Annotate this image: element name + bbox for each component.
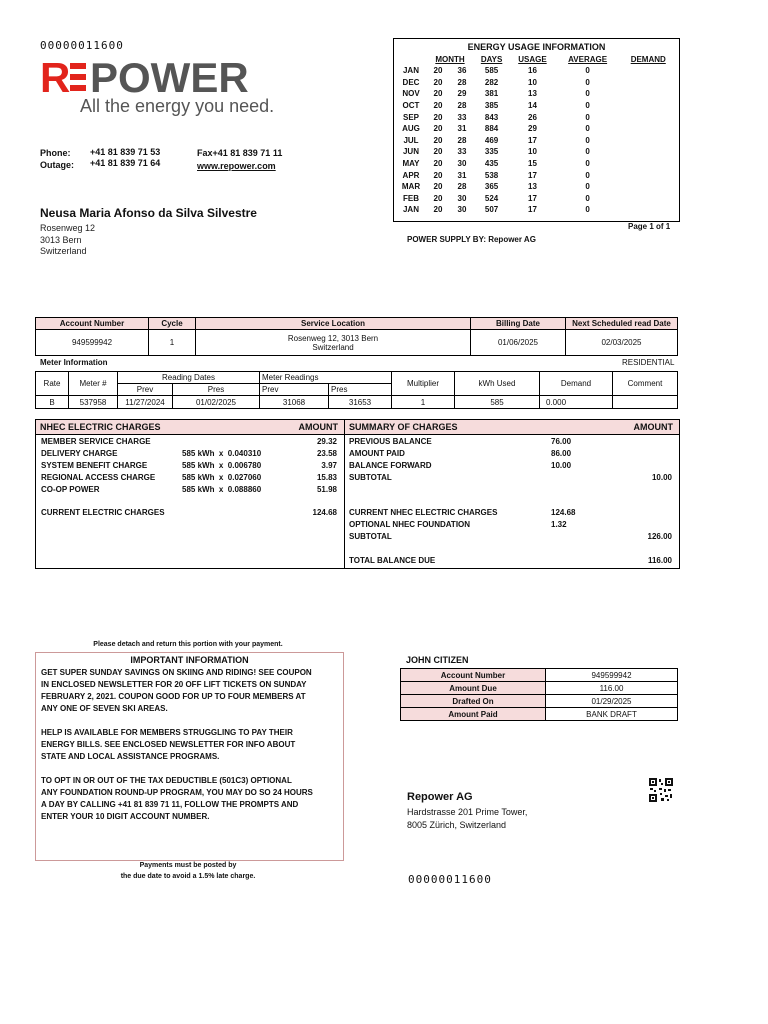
important-line: ANY ONE OF SEVEN SKI AREAS. (41, 704, 168, 713)
charge-label: SYSTEM BENEFIT CHARGE (41, 461, 148, 470)
usage-month: OCT (402, 101, 420, 111)
company-name: Repower AG (407, 791, 473, 803)
location-line-2: Switzerland (312, 342, 354, 352)
svg-text:R: R (40, 58, 71, 96)
phone-label: Phone: (40, 148, 71, 158)
usage-days: 36 (457, 66, 467, 76)
usage-days: 31 (457, 170, 467, 180)
usage-month: JUL (403, 135, 419, 145)
charge-label: MEMBER SERVICE CHARGE (41, 437, 151, 446)
service-location-value (196, 330, 471, 356)
usage-kwh: 335 (484, 147, 499, 157)
usage-year: 20 (433, 193, 443, 203)
usage-days: 30 (457, 193, 467, 203)
usage-average: 13 (528, 182, 537, 192)
usage-average: 17 (528, 135, 537, 145)
usage-year: 20 (433, 77, 443, 87)
usage-average: 17 (528, 205, 537, 215)
account-code-top: 00000011600 (40, 39, 124, 52)
outage-number: +41 81 839 71 64 (90, 158, 161, 168)
usage-month: FEB (403, 193, 419, 203)
electric-amount-label: AMOUNT (298, 422, 338, 432)
summary-title: SUMMARY OF CHARGES (349, 422, 458, 432)
company-city: 8005 Zürich, Switzerland (407, 820, 507, 830)
usage-month: JAN (402, 205, 419, 215)
multiplier-header: Multiplier (392, 372, 455, 396)
usage-row (396, 169, 677, 181)
usage-average: 13 (528, 89, 537, 99)
col-month: MONTH (435, 55, 465, 64)
usage-row (396, 77, 677, 89)
stub-value: BANK DRAFT (546, 708, 678, 721)
prev-date-value: 11/27/2024 (118, 396, 173, 409)
col-demand: DEMAND (630, 55, 666, 64)
account-number-header: Account Number (36, 318, 149, 330)
usage-row (396, 135, 677, 147)
stub-value: 01/29/2025 (546, 695, 678, 708)
important-line (41, 715, 343, 727)
subtotal-2-value: 126.00 (647, 532, 672, 541)
usage-demand: 0 (585, 182, 590, 192)
usage-row (396, 100, 677, 112)
subtotal-1-label: SUBTOTAL (349, 473, 392, 482)
charge-calc: 585 kWh x 0.088860 (182, 485, 262, 494)
charge-amount: 15.83 (316, 473, 337, 482)
usage-days: 33 (457, 112, 467, 122)
stub-row (401, 682, 678, 695)
usage-row (396, 181, 677, 193)
rate-header: Rate (36, 372, 69, 396)
usage-row (396, 123, 677, 135)
usage-demand: 0 (585, 124, 590, 134)
important-lines (36, 667, 343, 823)
prev-read-value: 31068 (260, 396, 329, 409)
usage-kwh: 282 (484, 77, 499, 87)
account-table (35, 317, 678, 356)
usage-month: APR (402, 170, 420, 180)
usage-year: 20 (433, 66, 443, 76)
service-location-header: Service Location (196, 318, 471, 330)
charge-calc: 585 kWh x 0.006780 (182, 461, 262, 470)
usage-kwh: 884 (484, 124, 499, 134)
usage-average: 15 (528, 159, 537, 169)
usage-month: MAR (401, 182, 421, 192)
optional-foundation-value: 1.32 (551, 520, 567, 529)
usage-kwh: 385 (484, 101, 499, 111)
usage-row (396, 111, 677, 123)
payment-stub-table (400, 668, 678, 721)
usage-year: 20 (433, 101, 443, 111)
customer-name: Neusa Maria Afonso da Silva Silvestre (40, 206, 257, 220)
important-line: IN ENCLOSED NEWSLETTER FOR 20 OFF LIFT TICKETS ON SUNDAY (41, 680, 307, 689)
usage-kwh: 524 (484, 193, 499, 203)
page-indicator: Page 1 of 1 (628, 222, 671, 231)
energy-usage-box (393, 38, 680, 222)
usage-demand: 0 (585, 205, 590, 215)
usage-demand: 0 (585, 159, 590, 169)
account-code-bottom: 00000011600 (408, 873, 492, 886)
company-street: Hardstrasse 201 Prime Tower, (407, 807, 528, 817)
logo-e-mark (70, 63, 86, 91)
usage-year: 20 (433, 170, 443, 180)
cycle-header: Cycle (149, 318, 196, 330)
usage-demand: 0 (585, 193, 590, 203)
usage-demand: 0 (585, 135, 590, 145)
phone-number: +41 81 839 71 53 (90, 147, 161, 157)
charges-divider (344, 434, 345, 568)
current-nhec-label: CURRENT NHEC ELECTRIC CHARGES (349, 508, 498, 517)
usage-month: JUN (402, 147, 419, 157)
amount-paid-label: AMOUNT PAID (349, 449, 405, 458)
important-line: TO OPT IN OR OUT OF THE TAX DEDUCTIBLE (501C3) OPTIONAL (41, 776, 292, 785)
power-supply: POWER SUPPLY BY: Repower AG (407, 235, 536, 244)
usage-kwh: 843 (484, 112, 499, 122)
posted-note-line-1: Payments must be posted by (139, 862, 237, 869)
current-charges-amount: 124.68 (312, 508, 337, 517)
stub-row (401, 669, 678, 682)
demand-value: 0.000 (540, 396, 613, 409)
usage-year: 20 (433, 159, 443, 169)
residential-label: RESIDENTIAL (622, 358, 675, 367)
pres-date-header: Pres (173, 384, 260, 396)
charge-amount: 23.58 (316, 449, 337, 458)
usage-row (396, 158, 677, 170)
usage-kwh: 381 (484, 89, 499, 99)
usage-days: 31 (457, 124, 467, 134)
usage-average: 16 (528, 66, 537, 76)
summary-header (345, 420, 679, 435)
usage-month: DEC (402, 77, 420, 87)
usage-row (396, 193, 677, 205)
col-average: AVERAGE (568, 55, 608, 64)
usage-kwh: 507 (484, 205, 499, 215)
pres-read-header: Pres (329, 384, 392, 396)
pres-date-value: 01/02/2025 (173, 396, 260, 409)
usage-year: 20 (433, 147, 443, 157)
electric-charges-header (36, 420, 345, 435)
usage-kwh: 435 (484, 159, 499, 169)
charge-calc: 585 kWh x 0.040310 (182, 449, 262, 458)
fax-number: Fax+41 81 839 71 11 (197, 148, 283, 158)
important-line (41, 763, 343, 775)
stub-row (401, 695, 678, 708)
usage-average: 29 (528, 124, 537, 134)
usage-year: 20 (433, 124, 443, 134)
usage-month: SEP (402, 112, 419, 122)
subtotal-1-value: 10.00 (651, 473, 672, 482)
usage-average: 10 (528, 147, 537, 157)
usage-year: 20 (433, 182, 443, 192)
previous-balance-value: 76.00 (551, 437, 572, 446)
important-title: IMPORTANT INFORMATION (130, 655, 249, 665)
usage-row (396, 204, 677, 216)
customer-country: Switzerland (40, 246, 87, 256)
usage-average: 26 (528, 112, 537, 122)
usage-title: ENERGY USAGE INFORMATION (467, 42, 606, 52)
usage-days: 29 (457, 89, 467, 99)
important-line: A DAY BY CALLING +41 81 839 71 11, FOLLOW THE PROMPTS AND (41, 800, 299, 809)
website-link[interactable]: www.repower.com (197, 161, 276, 171)
usage-days: 28 (457, 101, 467, 111)
charges-section (35, 419, 680, 569)
meter-info-label: Meter Information (40, 358, 108, 367)
payer-name: JOHN CITIZEN (406, 655, 469, 665)
comment-value (613, 396, 678, 409)
usage-kwh: 538 (484, 170, 499, 180)
balance-forward-value: 10.00 (551, 461, 572, 470)
usage-kwh: 469 (484, 135, 499, 145)
repower-logo (40, 58, 270, 96)
usage-demand: 0 (585, 77, 590, 87)
amount-paid-value: 86.00 (551, 449, 572, 458)
usage-month: AUG (402, 124, 420, 134)
usage-table (396, 54, 677, 216)
comment-header: Comment (613, 372, 678, 396)
usage-average: 14 (528, 101, 537, 111)
usage-days: 30 (457, 159, 467, 169)
meter-table (35, 371, 678, 409)
stub-label: Amount Paid (401, 708, 546, 721)
current-charges-label: CURRENT ELECTRIC CHARGES (41, 508, 165, 517)
charge-label: REGIONAL ACCESS CHARGE (41, 473, 156, 482)
usage-days: 28 (457, 135, 467, 145)
customer-city: 3013 Bern (40, 235, 82, 245)
demand-header: Demand (540, 372, 613, 396)
stub-value: 949599942 (546, 669, 678, 682)
usage-demand: 0 (585, 147, 590, 157)
usage-rows (396, 65, 677, 216)
stub-label: Amount Due (401, 682, 546, 695)
usage-demand: 0 (585, 112, 590, 122)
meter-number-value: 537958 (69, 396, 118, 409)
usage-row (396, 146, 677, 158)
prev-read-header: Prev (260, 384, 329, 396)
stub-row (401, 708, 678, 721)
usage-year: 20 (433, 112, 443, 122)
usage-month: NOV (402, 89, 420, 99)
important-line: FEBRUARY 2, 2021. COUPON GOOD FOR UP TO FOUR MEMBERS AT (41, 692, 306, 701)
usage-year: 20 (433, 205, 443, 215)
billing-date-header: Billing Date (471, 318, 566, 330)
pres-read-value: 31653 (329, 396, 392, 409)
stub-label: Drafted On (401, 695, 546, 708)
important-line: GET SUPER SUNDAY SAVINGS ON SKIING AND RIDING! SEE COUPON (41, 668, 312, 677)
charge-amount: 29.32 (316, 437, 337, 446)
usage-demand: 0 (585, 66, 590, 76)
next-read-header: Next Scheduled read Date (566, 318, 678, 330)
posted-note-line-2: the due date to avoid a 1.5% late charge. (120, 873, 256, 880)
charge-label: DELIVERY CHARGE (41, 449, 118, 458)
usage-average: 17 (528, 170, 537, 180)
usage-days: 28 (457, 77, 467, 87)
total-balance-label: TOTAL BALANCE DUE (349, 556, 436, 565)
qr-code-icon (648, 777, 674, 803)
current-nhec-value: 124.68 (551, 508, 576, 517)
svg-text:POWER: POWER (90, 58, 249, 96)
usage-days: 33 (457, 147, 467, 157)
charge-label: CO-OP POWER (41, 485, 100, 494)
important-line: ANY FOUNDATION ROUND-UP PROGRAM, YOU MAY DO SO 24 HOURS (41, 788, 313, 797)
usage-year: 20 (433, 135, 443, 145)
usage-average: 17 (528, 193, 537, 203)
total-balance-value: 116.00 (647, 556, 672, 565)
usage-kwh: 585 (484, 66, 499, 76)
usage-demand: 0 (585, 101, 590, 111)
rate-value: B (36, 396, 69, 409)
usage-row (396, 65, 677, 77)
outage-label: Outage: (40, 160, 75, 170)
stub-value: 116.00 (546, 682, 678, 695)
usage-month: JAN (402, 66, 419, 76)
next-read-value: 02/03/2025 (566, 330, 678, 356)
meter-number-header: Meter # (69, 372, 118, 396)
reading-dates-header: Reading Dates (118, 372, 260, 384)
col-usage: USAGE (518, 55, 547, 64)
charge-amount: 3.97 (321, 461, 337, 470)
charge-calc: 585 kWh x 0.027060 (182, 473, 262, 482)
important-line: ENTER YOUR 10 DIGIT ACCOUNT NUMBER. (41, 812, 210, 821)
summary-amount-label: AMOUNT (633, 422, 673, 432)
electric-charges-title: NHEC ELECTRIC CHARGES (40, 422, 161, 432)
important-info-box (35, 652, 344, 861)
tagline: All the energy you need. (80, 96, 275, 116)
usage-demand: 0 (585, 170, 590, 180)
usage-demand: 0 (585, 89, 590, 99)
usage-average: 10 (528, 77, 537, 87)
usage-days: 30 (457, 205, 467, 215)
usage-year: 20 (433, 89, 443, 99)
account-number-value: 949599942 (36, 330, 149, 356)
optional-foundation-label: OPTIONAL NHEC FOUNDATION (349, 520, 471, 529)
usage-row (396, 88, 677, 100)
usage-month: MAY (402, 159, 420, 169)
kwh-header: kWh Used (455, 372, 540, 396)
meter-readings-header: Meter Readings (260, 372, 392, 384)
charge-amount: 51.98 (316, 485, 337, 494)
customer-street: Rosenweg 12 (40, 223, 96, 233)
billing-date-value: 01/06/2025 (471, 330, 566, 356)
usage-days: 28 (457, 182, 467, 192)
location-line-1: Rosenweg 12, 3013 Bern (287, 333, 379, 343)
important-line: ENERGY BILLS. SEE ENCLOSED NEWSLETTER FOR INFO ABOUT (41, 740, 296, 749)
previous-balance-label: PREVIOUS BALANCE (349, 437, 432, 446)
detach-note: Please detach and return this portion with your payment. (93, 641, 283, 648)
prev-date-header: Prev (118, 384, 173, 396)
important-line: STATE AND LOCAL ASSISTANCE PROGRAMS. (41, 752, 220, 761)
col-days: DAYS (480, 55, 503, 64)
kwh-value: 585 (455, 396, 540, 409)
multiplier-value: 1 (392, 396, 455, 409)
stub-label: Account Number (401, 669, 546, 682)
subtotal-2-label: SUBTOTAL (349, 532, 392, 541)
balance-forward-label: BALANCE FORWARD (349, 461, 432, 470)
cycle-value: 1 (149, 330, 196, 356)
usage-kwh: 365 (484, 182, 499, 192)
important-line: HELP IS AVAILABLE FOR MEMBERS STRUGGLING TO PAY THEIR (41, 728, 293, 737)
